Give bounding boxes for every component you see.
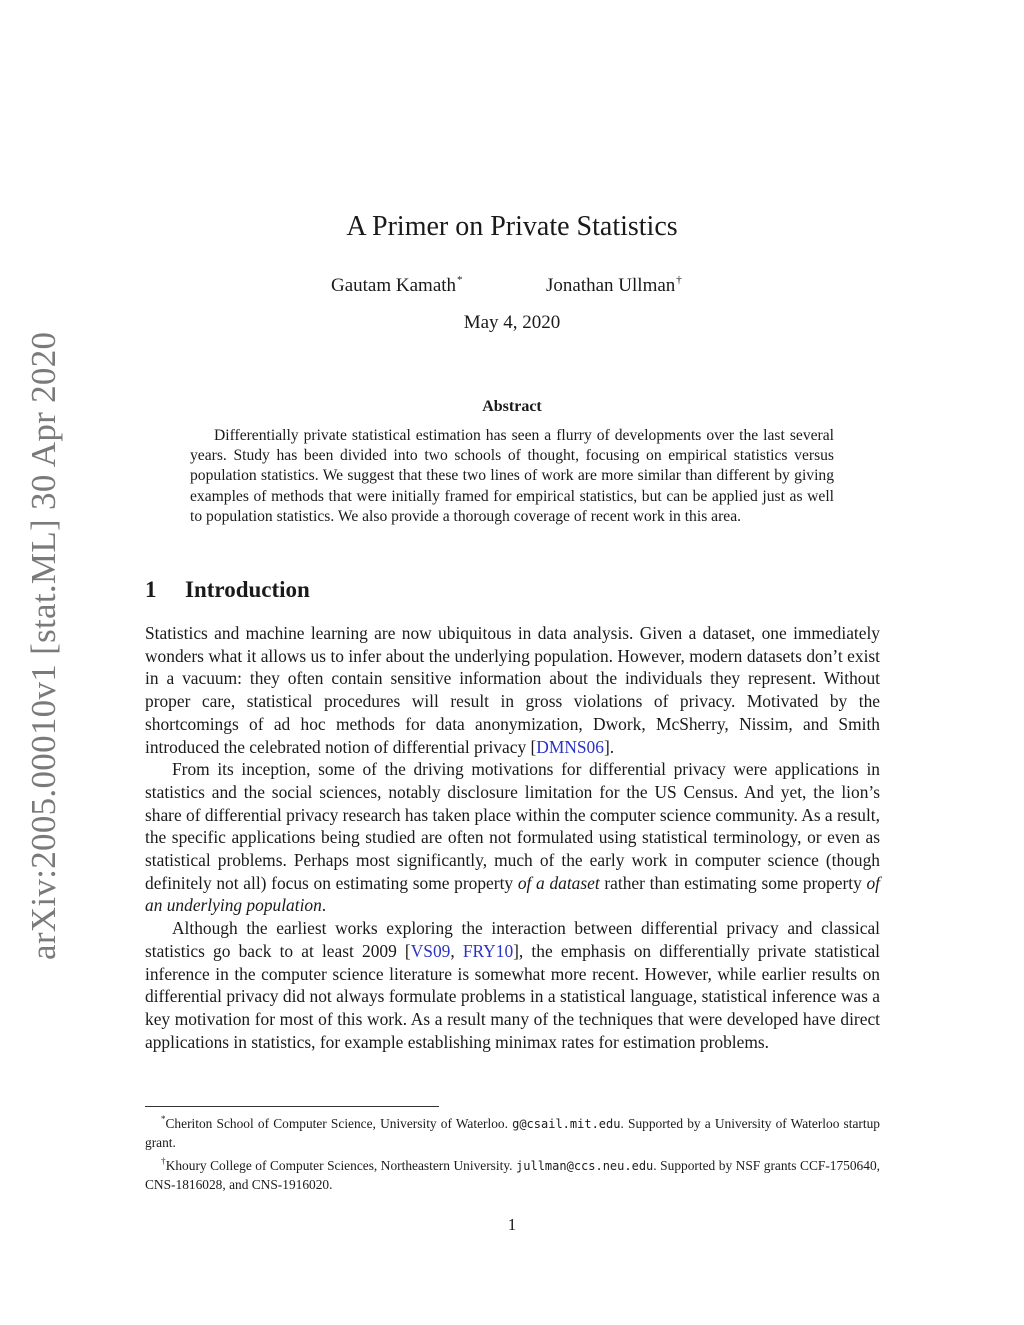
footnotes (145, 1111, 880, 1195)
paragraph-2 (145, 758, 880, 917)
section-body (145, 622, 880, 1053)
footnote-2-tail: . Supported by NSF grants CCF-1750640, CNS-1816028, and CNS-1916020. (145, 1158, 880, 1192)
paragraph-3 (145, 917, 880, 1053)
paragraph-1 (145, 622, 880, 758)
footnote-2-text: Khoury College of Computer Sciences, Northeastern University. (165, 1158, 517, 1173)
citation-link-fry10[interactable]: FRY10 (462, 940, 514, 961)
footnote-2-mark: † (161, 1156, 166, 1166)
author-2-footnote-mark: † (676, 274, 682, 286)
paragraph-3-text-2: ], the emphasis on differentially private statistical inference in the computer science literature is somewhat more recent. However, while earlier results on differential privacy did not always formulate problems in a statistical language, statistical inference was a key motivation for most of this work. As a result many of the techniques that were developed have direct applications in statistics, for example establishing minimax rates for estimation problems. (145, 940, 880, 1052)
footnote-1-email[interactable]: g@csail.mit.edu (512, 1117, 621, 1131)
section-heading (145, 575, 745, 605)
section-title: Introduction (185, 577, 310, 602)
section-number: 1 (145, 577, 157, 602)
footnote-1-mark: * (161, 1114, 166, 1124)
author-list (0, 266, 1024, 296)
author-1 (331, 266, 463, 300)
author-1-footnote-mark: * (457, 274, 463, 286)
paragraph-2-middle: rather than estimating some property (599, 872, 867, 893)
citation-separator: , (450, 940, 463, 961)
author-1-name: Gautam Kamath (331, 275, 457, 296)
paragraph-2-emphasis-2: of an underlying population (145, 872, 881, 916)
paragraph-2-text: From its inception, some of the driving motivations for differential privacy were applications in statistics and the social sciences, notably disclosure limitation for the US Census. And yet, the lion’s share of differential privacy research has taken place within the computer science community. As a result, the specific applications being studied are often not formulated using statistical terminology, or even as statistical problems. Perhaps most significantly, much of the early work in computer science (though definitely not all) focus on estimating some property (145, 759, 880, 893)
paragraph-3-text-1: Although the earliest works exploring the interaction between differential privacy and classical statistics go back to at least 2009 [ (145, 918, 880, 961)
abstract-text: Differentially private statistical estimation has seen a flurry of developments over the last several years. Study has been divided into two schools of thought, focusing on empirical statistics versus population statistics. We suggest that these two lines of work are more similar than different by giving examples of methods that were initially framed for empirical statistics, but can be applied just as well to population statistics. We also provide a thorough coverage of recent work in this area. (190, 427, 834, 525)
footnote-divider (145, 1106, 439, 1107)
paper-date: May 4, 2020 (463, 312, 561, 333)
page-number: 1 (507, 1215, 517, 1234)
author-2 (546, 266, 682, 300)
footnote-2 (145, 1153, 880, 1193)
footnote-2-email[interactable]: jullman@ccs.neu.edu (516, 1159, 654, 1173)
author-2-name: Jonathan Ullman (546, 275, 676, 296)
abstract-heading: Abstract (482, 398, 542, 415)
paragraph-1-text: Statistics and machine learning are now ubiquitous in data analysis. Given a dataset, one immediately wonders what it allows us to infer about the underlying population. However, modern datasets don’t exist in a vacuum: they often contain sensitive information about the individuals they represent. Without proper care, statistical procedures will result in gross violations of privacy. Motivated by the shortcomings of ad hoc methods for data anonymization, Dwork, McSherry, Nissim, and Smith introduced the celebrated notion of differential privacy [ (145, 623, 880, 757)
paper-title: A Primer on Private Statistics (346, 211, 678, 242)
footnote-1-text: Cheriton School of Computer Science, University of Waterloo. (165, 1116, 513, 1131)
arxiv-identifier-stamp: arXiv:2005.00010v1 [stat.ML] 30 Apr 2020 (24, 331, 63, 960)
citation-link-vs09[interactable]: VS09 (410, 940, 451, 961)
citation-link-dmns06[interactable]: DMNS06 (536, 736, 604, 757)
paragraph-1-end: ]. (603, 736, 615, 757)
footnote-1 (145, 1111, 880, 1151)
footnote-1-tail: . Supported by a University of Waterloo startup grant. (145, 1116, 880, 1150)
paragraph-2-emphasis-1: of a dataset (517, 872, 600, 893)
paragraph-2-end: . (321, 895, 327, 916)
